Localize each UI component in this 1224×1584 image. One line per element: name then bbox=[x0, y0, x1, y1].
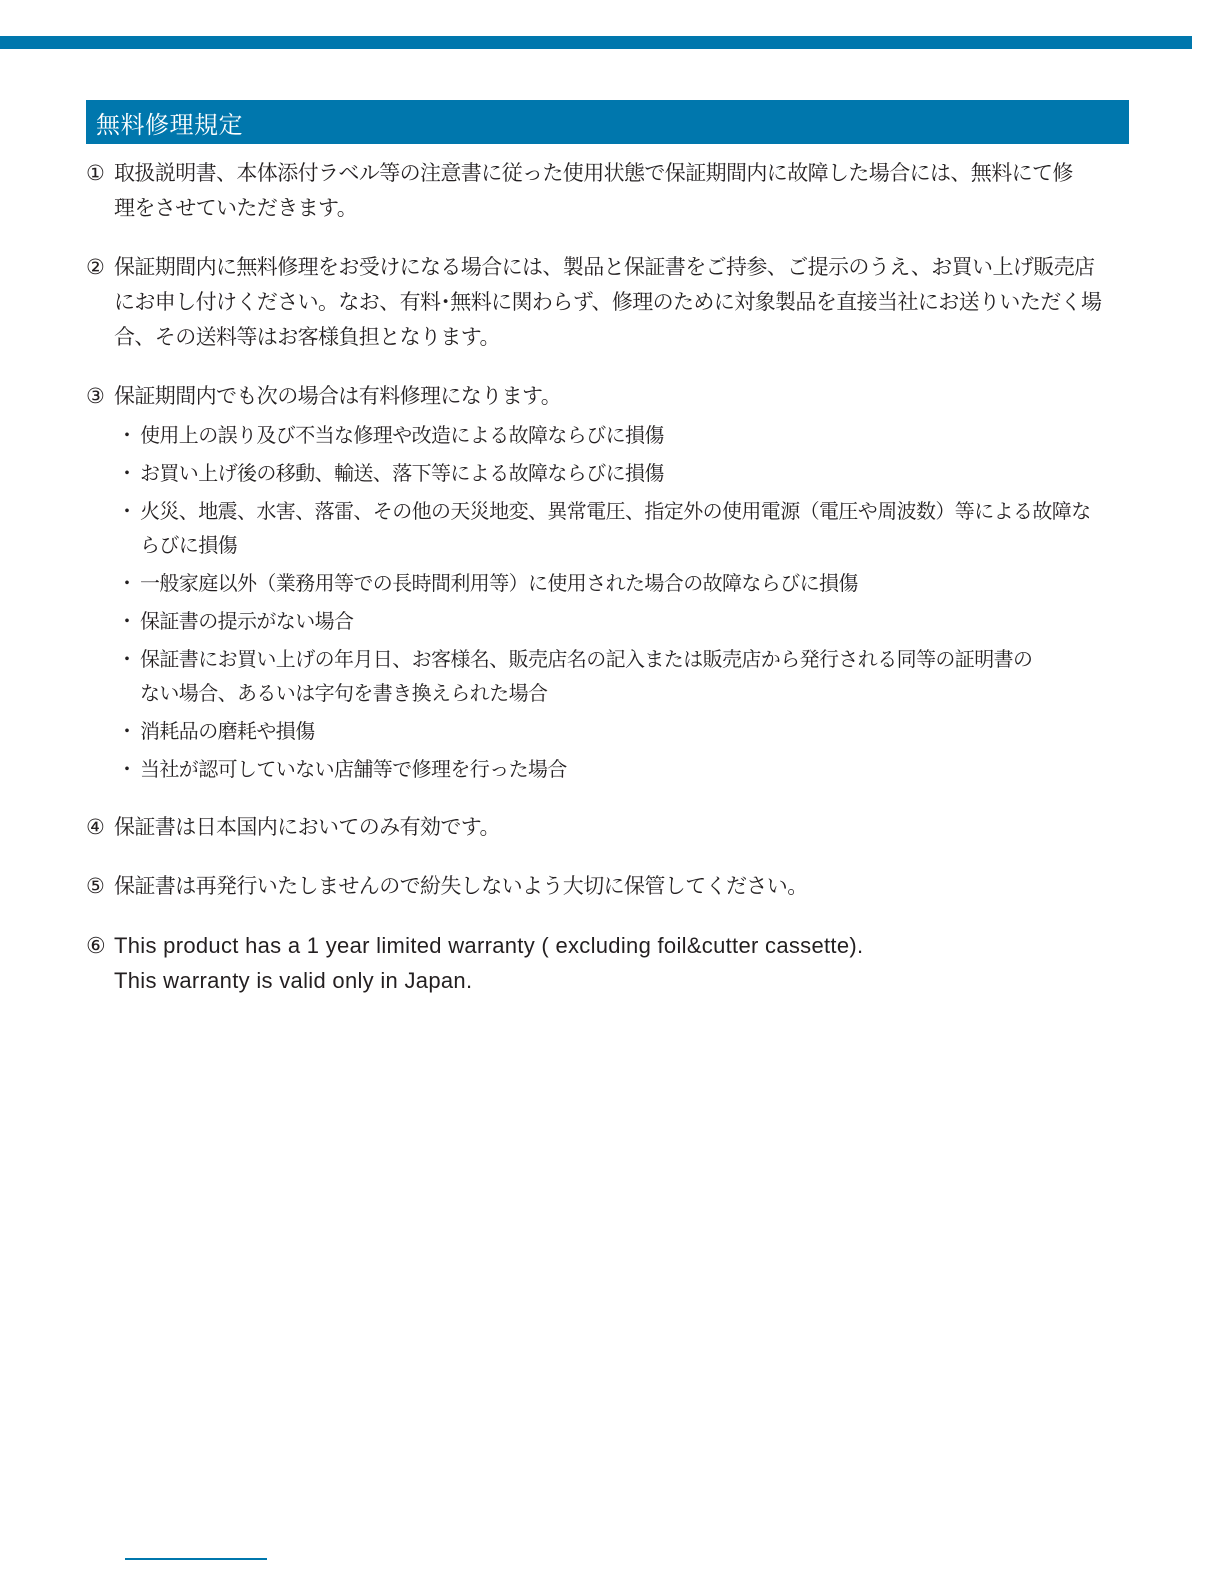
warranty-item-2 bbox=[86, 250, 1132, 355]
item-text-line: 理をさせていただきます。 bbox=[114, 196, 358, 220]
warranty-item-5 bbox=[86, 869, 1132, 904]
item-text-line: 保証期間内に無料修理をお受けになる場合には、製品と保証書をご持参、ご提示のうえ、お買い上げ販売店 bbox=[114, 255, 1095, 279]
footer-rule bbox=[125, 1558, 267, 1560]
top-accent-bar bbox=[0, 36, 1192, 49]
sub-item-text-line: 保証書の提示がない場合 bbox=[140, 609, 354, 633]
sub-list-item bbox=[120, 604, 1132, 638]
sub-item-text-line: らびに損傷 bbox=[140, 533, 237, 557]
item-text-line: 合、その送料等はお客様負担となります。 bbox=[114, 325, 500, 349]
warranty-item-6 bbox=[86, 928, 1132, 998]
item-text-line: にお申し付けください。なお、有料･無料に関わらず、修理のために対象製品を直接当社にお送りいただく場 bbox=[114, 290, 1102, 314]
sub-list-item bbox=[120, 494, 1132, 562]
item-text-line: 保証期間内でも次の場合は有料修理になります。 bbox=[114, 384, 562, 408]
sub-item-text-line: お買い上げ後の移動、輸送、落下等による故障ならびに損傷 bbox=[140, 461, 664, 485]
item-number: ⑤ bbox=[86, 874, 105, 898]
sub-item-text-line: 保証書にお買い上げの年月日、お客様名、販売店名の記入または販売店から発行される同等の証明書の bbox=[140, 647, 1033, 671]
warranty-item-1 bbox=[86, 156, 1132, 226]
sub-item-text-line: ない場合、あるいは字句を書き換えられた場合 bbox=[140, 681, 548, 705]
sub-list-item bbox=[120, 752, 1132, 786]
item-number: ④ bbox=[86, 815, 105, 839]
item-text-line: 保証書は日本国内においてのみ有効です。 bbox=[114, 815, 500, 839]
warranty-item-3 bbox=[86, 379, 1132, 786]
bullet-icon: ･ bbox=[122, 609, 132, 633]
sub-item-text-line: 当社が認可していない店舗等で修理を行った場合 bbox=[140, 757, 567, 781]
warranty-terms-list bbox=[86, 156, 1132, 1022]
sub-item-text-line: 一般家庭以外（業務用等での長時間利用等）に使用された場合の故障ならびに損傷 bbox=[140, 571, 858, 595]
bullet-icon: ･ bbox=[122, 461, 132, 485]
bullet-icon: ･ bbox=[122, 571, 132, 595]
item-number: ③ bbox=[86, 384, 105, 408]
bullet-icon: ･ bbox=[122, 423, 132, 447]
sub-item-text-line: 消耗品の磨耗や損傷 bbox=[140, 719, 315, 743]
item-text-line: This product has a 1 year limited warranty ( excluding foil&cutter cassette). bbox=[114, 933, 864, 958]
sub-list bbox=[114, 418, 1132, 786]
sub-list-item bbox=[120, 566, 1132, 600]
sub-list-item bbox=[120, 418, 1132, 452]
warranty-item-4 bbox=[86, 810, 1132, 845]
sub-list-item bbox=[120, 456, 1132, 490]
item-number: ② bbox=[86, 255, 105, 279]
item-number: ⑥ bbox=[86, 933, 107, 958]
item-number: ① bbox=[86, 161, 105, 185]
sub-list-item bbox=[120, 642, 1132, 710]
bullet-icon: ･ bbox=[122, 499, 132, 523]
sub-list-item bbox=[120, 714, 1132, 748]
section-header bbox=[86, 100, 1129, 144]
bullet-icon: ･ bbox=[122, 719, 132, 743]
item-text-line: 取扱説明書、本体添付ラベル等の注意書に従った使用状態で保証期間内に故障した場合には、無料にて修 bbox=[114, 161, 1073, 185]
item-text-line: 保証書は再発行いたしませんので紛失しないよう大切に保管してください。 bbox=[114, 874, 808, 898]
item-text-line: This warranty is valid only in Japan. bbox=[114, 968, 473, 993]
bullet-icon: ･ bbox=[122, 757, 132, 781]
section-title: 無料修理規定 bbox=[96, 110, 243, 139]
sub-item-text-line: 火災、地震、水害、落雷、その他の天災地変、異常電圧、指定外の使用電源（電圧や周波数）等による故障な bbox=[140, 499, 1091, 523]
bullet-icon: ･ bbox=[122, 647, 132, 671]
sub-item-text-line: 使用上の誤り及び不当な修理や改造による故障ならびに損傷 bbox=[140, 423, 664, 447]
